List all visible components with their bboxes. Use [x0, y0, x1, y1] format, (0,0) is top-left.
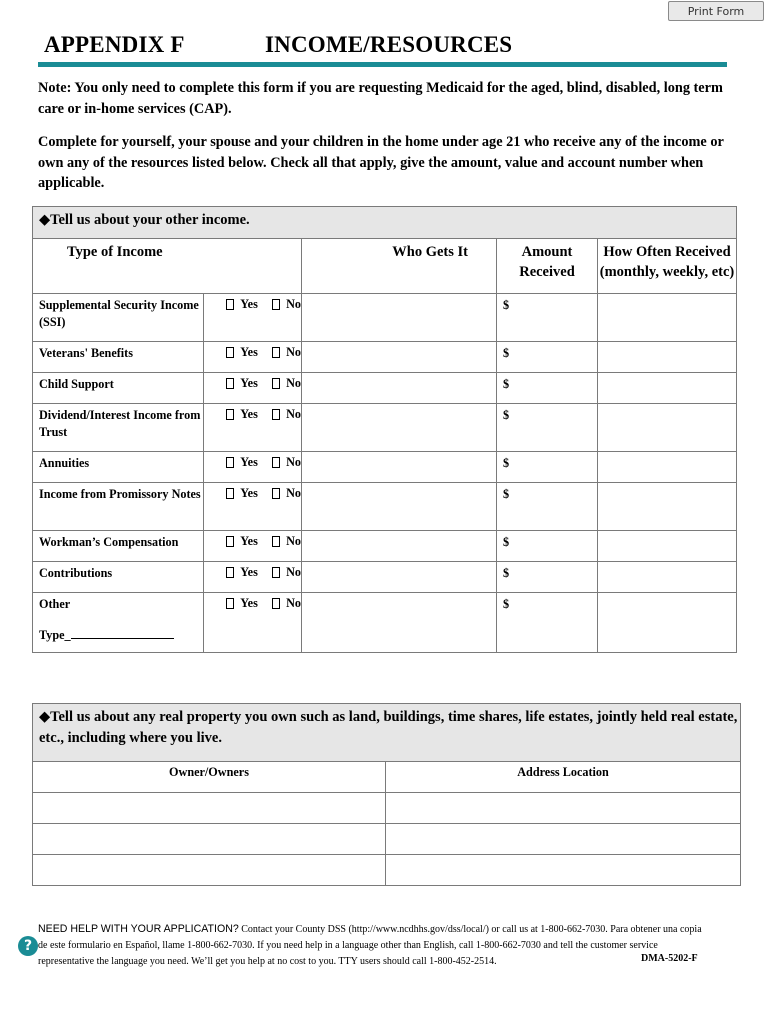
who-gets-it-field[interactable]	[302, 562, 497, 593]
property-section-header: ◆Tell us about any real property you own such as land, buildings, time shares, life estates, jointly held real estate, etc., including where you live.	[33, 704, 741, 762]
help-heading: NEED HELP WITH YOUR APPLICATION?	[38, 923, 239, 935]
yes-label: Yes	[240, 565, 258, 579]
amount-field[interactable]	[497, 593, 598, 653]
how-often-field[interactable]	[598, 562, 737, 593]
owner-field[interactable]	[33, 824, 386, 855]
property-table	[32, 703, 741, 886]
how-often-field[interactable]	[598, 294, 737, 342]
other-type-field[interactable]	[71, 626, 174, 639]
income-type-label: Veterans' Benefits	[33, 342, 204, 373]
col-owners: Owner/Owners	[33, 762, 386, 793]
yes-checkbox[interactable]	[226, 598, 234, 609]
yes-label: Yes	[240, 486, 258, 500]
income-column-headers	[33, 239, 737, 294]
yes-label: Yes	[240, 345, 258, 359]
property-row	[33, 793, 741, 824]
currency-symbol: $	[503, 456, 510, 470]
currency-symbol: $	[503, 298, 510, 312]
amount-field[interactable]	[497, 404, 598, 452]
income-section-header: ◆Tell us about your other income.	[33, 207, 737, 239]
address-field[interactable]	[386, 793, 741, 824]
instructions-paragraph: Complete for yourself, your spouse and your children in the home under age 21 who receive any of the income or own any of the resources listed below. Check all that apply, give the amount, value and account number when applicable.	[38, 134, 724, 191]
amount-field[interactable]	[497, 562, 598, 593]
no-checkbox[interactable]	[272, 409, 280, 420]
no-checkbox[interactable]	[272, 536, 280, 547]
yes-no-cell	[204, 294, 302, 342]
yes-no-cell	[204, 342, 302, 373]
currency-symbol: $	[503, 597, 510, 611]
who-gets-it-field[interactable]	[302, 342, 497, 373]
page-title: INCOME/RESOURCES	[265, 32, 513, 57]
owner-field[interactable]	[33, 855, 386, 886]
income-type-label: Annuities	[33, 452, 204, 483]
col-who-gets-it: Who Gets It	[392, 244, 468, 260]
no-checkbox[interactable]	[272, 299, 280, 310]
how-often-field[interactable]	[598, 404, 737, 452]
amount-field[interactable]	[497, 342, 598, 373]
col-how-often: How Often Received (monthly, weekly, etc)	[599, 244, 735, 280]
amount-field[interactable]	[497, 294, 598, 342]
how-often-field[interactable]	[598, 531, 737, 562]
currency-symbol: $	[503, 487, 510, 501]
yes-no-cell	[204, 593, 302, 653]
income-row	[33, 373, 737, 404]
property-row	[33, 824, 741, 855]
no-checkbox[interactable]	[272, 488, 280, 499]
amount-field[interactable]	[497, 373, 598, 404]
yes-checkbox[interactable]	[226, 567, 234, 578]
no-label: No	[286, 345, 301, 359]
yes-label: Yes	[240, 455, 258, 469]
currency-symbol: $	[503, 377, 510, 391]
yes-checkbox[interactable]	[226, 347, 234, 358]
currency-symbol: $	[503, 408, 510, 422]
who-gets-it-field[interactable]	[302, 294, 497, 342]
yes-checkbox[interactable]	[226, 536, 234, 547]
income-type-label: Income from Promissory Notes	[33, 483, 204, 531]
yes-no-cell	[204, 452, 302, 483]
currency-symbol: $	[503, 566, 510, 580]
income-type-label: Other Type_	[33, 593, 204, 653]
income-type-label: Child Support	[33, 373, 204, 404]
income-row	[33, 452, 737, 483]
property-row	[33, 855, 741, 886]
income-row	[33, 342, 737, 373]
no-label: No	[286, 534, 301, 548]
income-row	[33, 404, 737, 452]
income-type-label: Workman’s Compensation	[33, 531, 204, 562]
yes-label: Yes	[240, 297, 258, 311]
who-gets-it-field[interactable]	[302, 531, 497, 562]
no-label: No	[286, 297, 301, 311]
no-checkbox[interactable]	[272, 457, 280, 468]
no-label: No	[286, 486, 301, 500]
no-checkbox[interactable]	[272, 347, 280, 358]
income-row	[33, 294, 737, 342]
income-table	[32, 206, 737, 653]
who-gets-it-field[interactable]	[302, 452, 497, 483]
no-label: No	[286, 596, 301, 610]
owner-field[interactable]	[33, 793, 386, 824]
yes-label: Yes	[240, 376, 258, 390]
how-often-field[interactable]	[598, 452, 737, 483]
no-label: No	[286, 455, 301, 469]
help-icon: ?	[18, 936, 38, 956]
yes-checkbox[interactable]	[226, 409, 234, 420]
no-checkbox[interactable]	[272, 567, 280, 578]
no-label: No	[286, 376, 301, 390]
address-field[interactable]	[386, 855, 741, 886]
income-row	[33, 531, 737, 562]
income-row	[33, 593, 737, 653]
col-amount-received: Amount Received	[519, 244, 575, 280]
title-divider	[38, 62, 727, 67]
yes-checkbox[interactable]	[226, 378, 234, 389]
no-label: No	[286, 565, 301, 579]
income-row	[33, 483, 737, 531]
yes-label: Yes	[240, 407, 258, 421]
amount-field[interactable]	[497, 483, 598, 531]
how-often-field[interactable]	[598, 342, 737, 373]
yes-no-cell	[204, 531, 302, 562]
how-often-field[interactable]	[598, 373, 737, 404]
yes-no-cell	[204, 404, 302, 452]
who-gets-it-field[interactable]	[302, 404, 497, 452]
income-row	[33, 562, 737, 593]
amount-field[interactable]	[497, 531, 598, 562]
note-paragraph: Note: You only need to complete this form if you are requesting Medicaid for the aged, blind, disabled, long term care or in-home services (CAP).	[38, 80, 723, 117]
currency-symbol: $	[503, 535, 510, 549]
help-body: Contact your County DSS (http://www.ncdhhs.gov/dss/local/) or call us at 1-800-662-7030. Para obtener una copia de este formulario en Español, llame 1-800-662-7030. If you need help in a language other than English, call 1-800-662-7030 and tell the customer service representative the language you need. We’ll get you help at no cost to you. TTY users should call 1-800-452-2514.	[38, 924, 702, 967]
appendix-label: APPENDIX F	[44, 32, 185, 57]
help-text	[38, 921, 710, 970]
who-gets-it-field[interactable]	[302, 483, 497, 531]
currency-symbol: $	[503, 346, 510, 360]
yes-no-cell	[204, 562, 302, 593]
print-form-button[interactable]: Print Form	[668, 1, 764, 21]
other-type-label: Type_	[39, 628, 71, 642]
amount-field[interactable]	[497, 452, 598, 483]
yes-no-cell	[204, 373, 302, 404]
address-field[interactable]	[386, 824, 741, 855]
yes-checkbox[interactable]	[226, 488, 234, 499]
yes-checkbox[interactable]	[226, 457, 234, 468]
yes-checkbox[interactable]	[226, 299, 234, 310]
no-checkbox[interactable]	[272, 378, 280, 389]
col-address-location: Address Location	[386, 762, 741, 793]
no-label: No	[286, 407, 301, 421]
income-type-label: Dividend/Interest Income from Trust	[33, 404, 204, 452]
yes-label: Yes	[240, 534, 258, 548]
income-type-label: Contributions	[33, 562, 204, 593]
yes-label: Yes	[240, 596, 258, 610]
who-gets-it-field[interactable]	[302, 593, 497, 653]
col-type-of-income: Type of Income	[67, 244, 163, 260]
who-gets-it-field[interactable]	[302, 373, 497, 404]
how-often-field[interactable]	[598, 593, 737, 653]
form-number: DMA-5202-F	[641, 953, 698, 964]
income-type-label: Supplemental Security Income (SSI)	[33, 294, 204, 342]
how-often-field[interactable]	[598, 483, 737, 531]
no-checkbox[interactable]	[272, 598, 280, 609]
yes-no-cell	[204, 483, 302, 531]
